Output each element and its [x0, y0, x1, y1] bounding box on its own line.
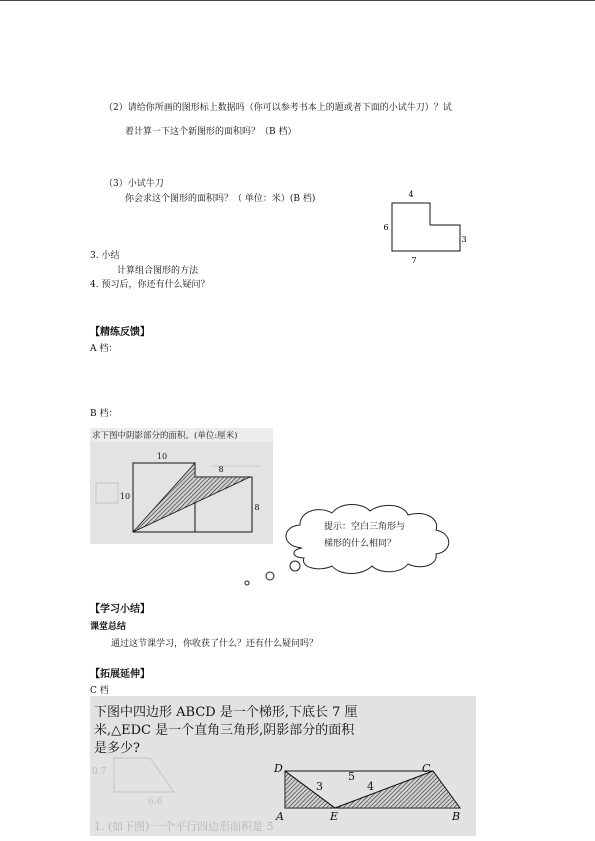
- label-right-8: 8: [254, 503, 260, 512]
- q3-line: 你会求这个图形的面积吗？（ 单位：米）(B 档): [125, 194, 316, 204]
- vertex-B: B: [452, 810, 461, 823]
- trapezoid-problem-line3: 是多少?: [94, 741, 140, 756]
- l-shape-label-bottom: 7: [411, 256, 417, 265]
- label-left-10: 10: [119, 492, 131, 501]
- l-shape-label-right: 3: [461, 235, 467, 244]
- shaded-region: [133, 463, 250, 532]
- label-left-3: 3: [316, 780, 323, 793]
- extension-header: 【拓展延伸】: [90, 669, 150, 680]
- label-slant-8: 8: [218, 465, 224, 474]
- l-shape-label-top: 4: [408, 190, 414, 199]
- vertex-D: D: [274, 762, 283, 775]
- shaded-area-caption: 求下图中阴影部分的面积。(单位:厘米): [92, 431, 238, 441]
- feedback-a-label: A 档：: [90, 344, 118, 354]
- study-summary-line: 通过这节课学习，你收获了什么？还有什么疑问吗？: [111, 639, 319, 649]
- hint-thought-bubble: [240, 500, 480, 590]
- label-top-10: 10: [156, 452, 168, 461]
- trapezoid-problem-line1: 下图中四边形 ABCD 是一个梯形,下底长 7 厘: [94, 705, 358, 720]
- feedback-b-label: B 档：: [90, 409, 118, 419]
- vertex-C: C: [422, 762, 431, 775]
- l-shape-label-left: 6: [383, 223, 389, 232]
- vertex-E: E: [330, 810, 339, 823]
- ghost-value-b: 6.6: [148, 797, 163, 807]
- vertex-A: A: [276, 810, 284, 823]
- q2-line2: 着计算一下这个新图形的面积吗？（B 档）: [125, 127, 297, 137]
- q3-title: （3）小试牛刀: [104, 179, 164, 189]
- label-top-5: 5: [348, 770, 355, 783]
- summary-line: 计算组合图形的方法: [117, 266, 199, 276]
- study-summary-header: 【学习小结】: [90, 604, 150, 615]
- ghost-value-a: 0.7: [92, 767, 107, 777]
- feedback-header: 【精练反馈】: [90, 327, 150, 338]
- hint-line2: 梯形的什么相同？: [324, 539, 397, 549]
- q2-line1: （2）请给你所画的图形标上数据吗（你可以参考书本上的题或者下面的小试牛刀）？试: [104, 103, 452, 113]
- page-top-rule: [0, 0, 595, 1]
- hint-line1: 提示：空白三角形与: [324, 522, 406, 532]
- extension-c-label: C 档: [90, 686, 109, 696]
- label-mid-4: 4: [367, 780, 374, 793]
- summary-title: 3. 小结: [90, 251, 120, 261]
- ghost-bottom-line: 1. (如下图) 一个平行四边形面积是 5: [94, 820, 274, 833]
- trapezoid-problem-line2: 米,△EDC 是一个直角三角形,阴影部分的面积: [94, 723, 355, 738]
- trapezoid-photo: [90, 696, 476, 836]
- l-shape-figure: [376, 186, 476, 266]
- q4-line: 4. 预习后，你还有什么疑问？: [90, 280, 210, 290]
- study-summary-sub: 课堂总结: [90, 622, 127, 632]
